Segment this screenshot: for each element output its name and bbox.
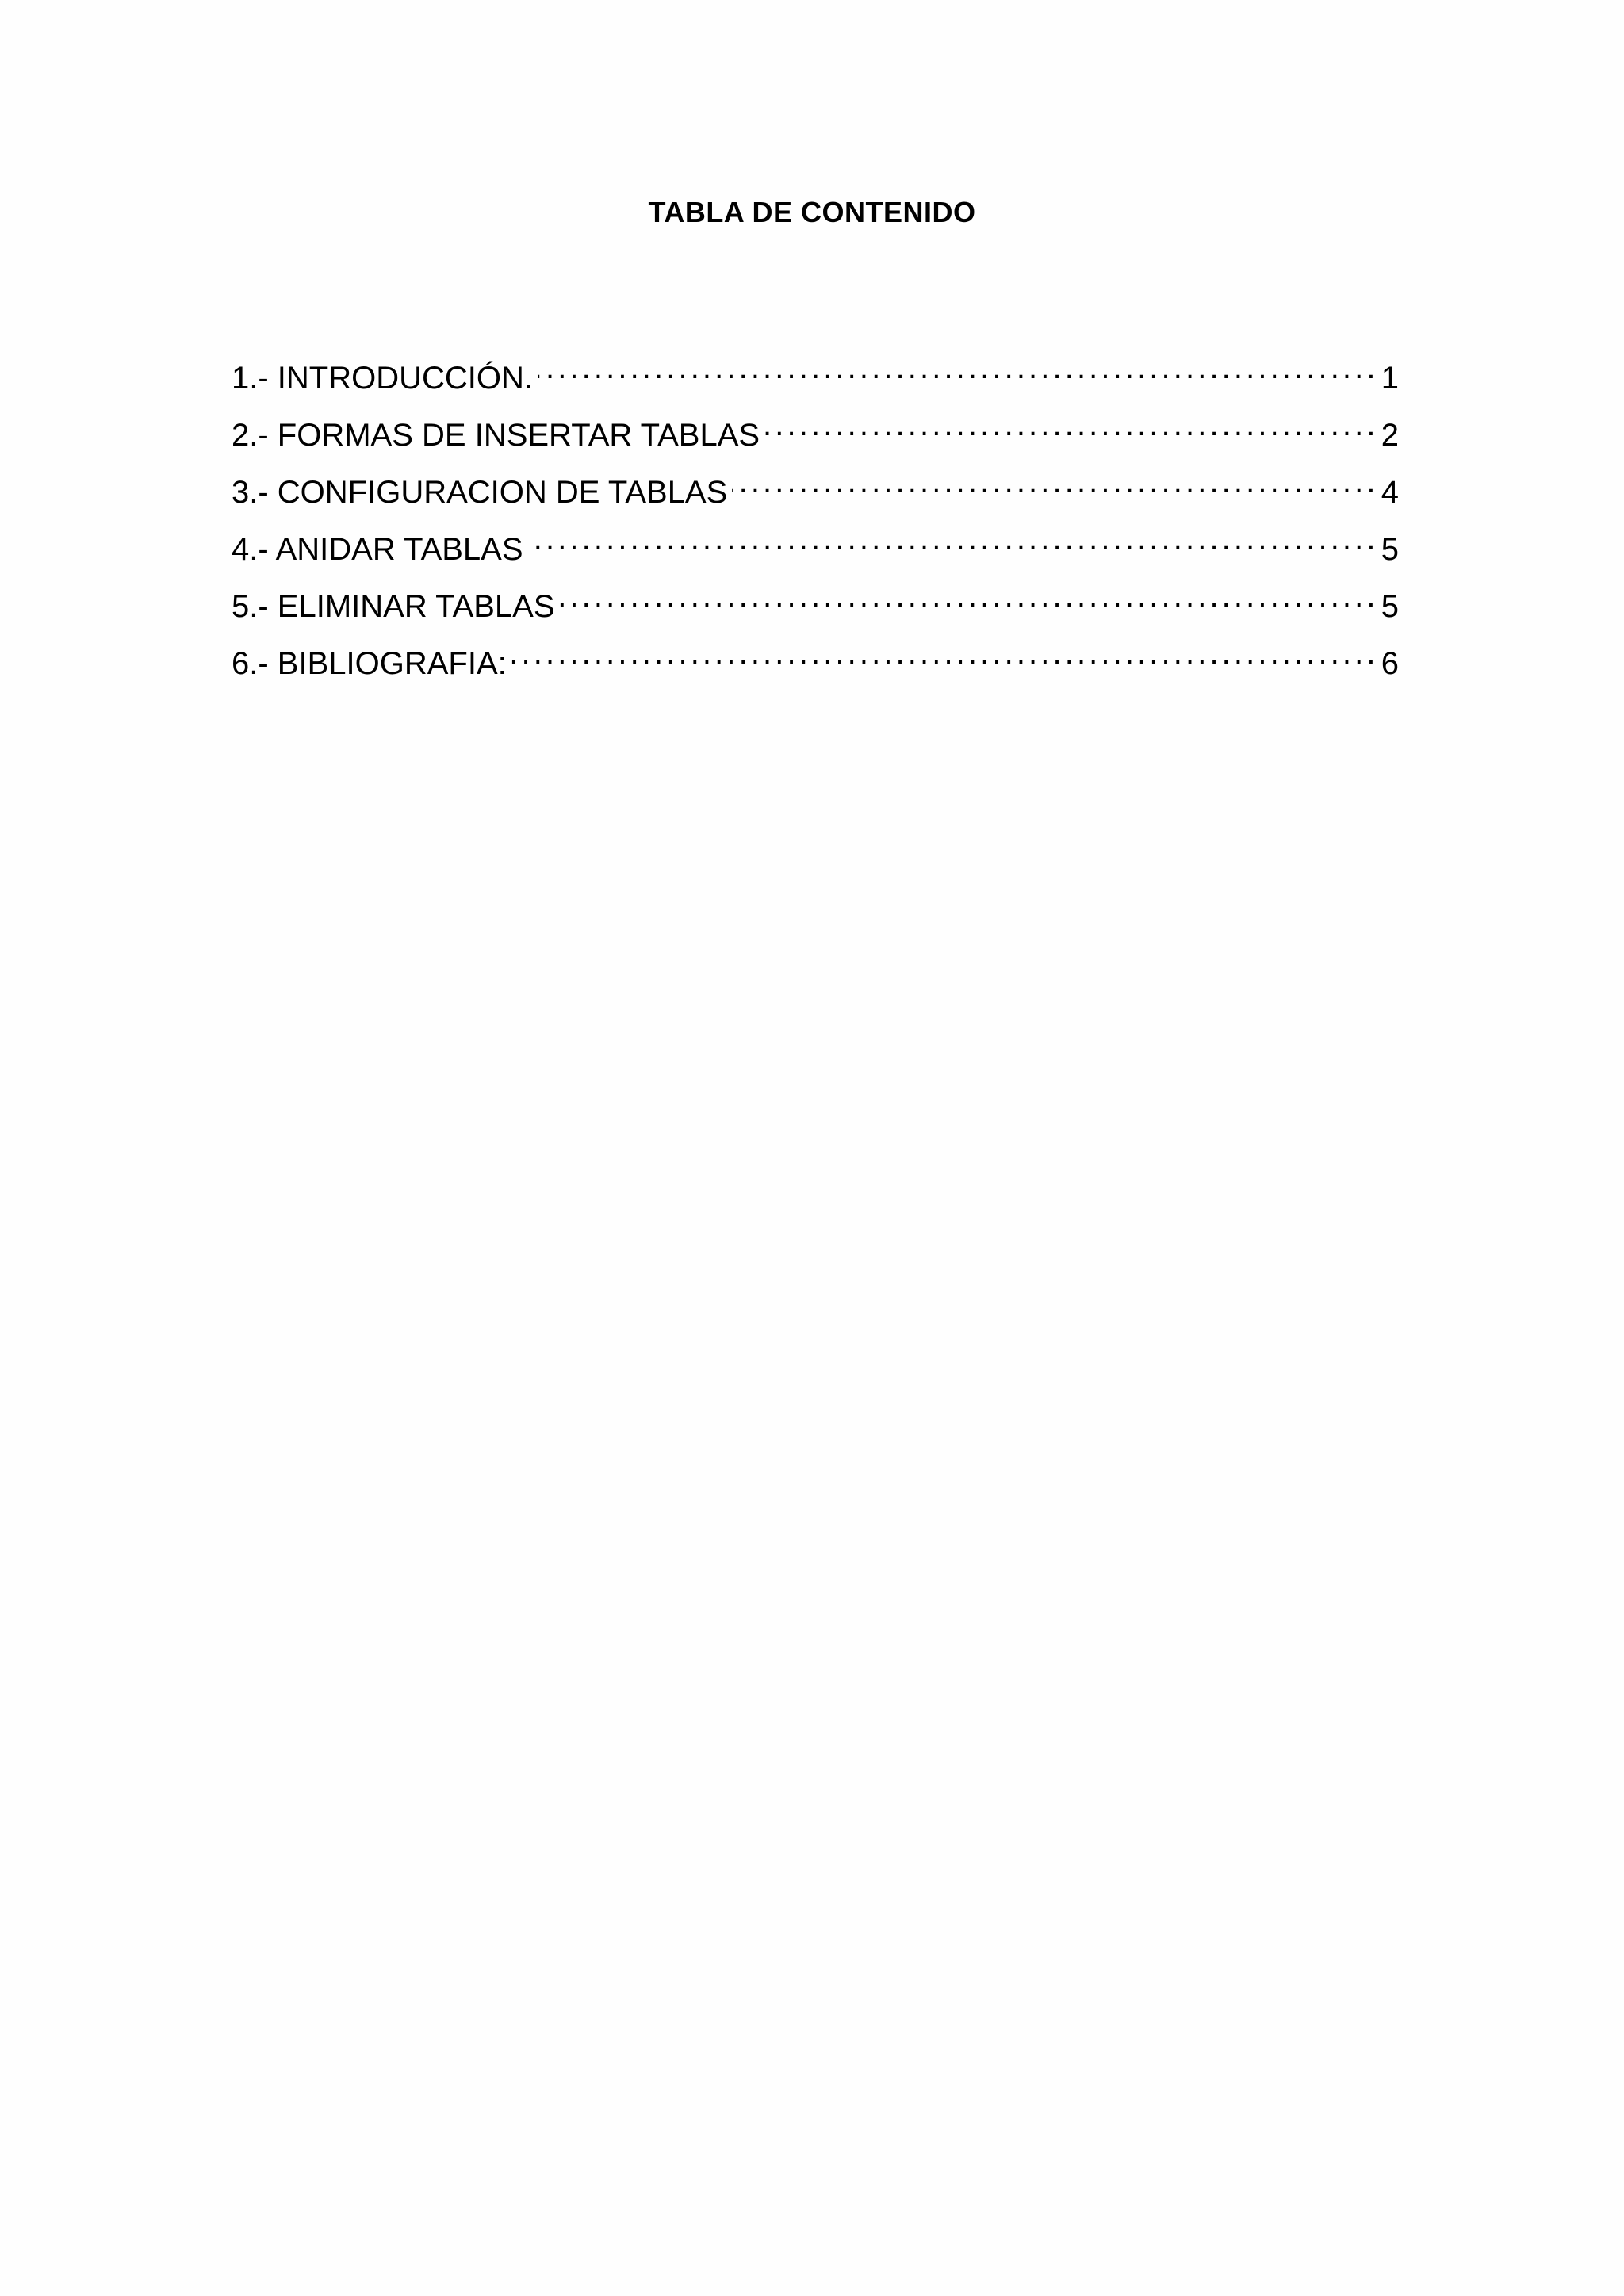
- toc-entry-label: 4.- ANIDAR TABLAS: [232, 532, 523, 567]
- page-title: TABLA DE CONTENIDO: [648, 196, 976, 228]
- toc-dot-leader: [511, 633, 1373, 674]
- toc-entry[interactable]: [232, 576, 1399, 633]
- toc-entry[interactable]: [232, 519, 1399, 576]
- toc-entry[interactable]: [232, 347, 1399, 404]
- toc-entry-page-number: 4: [1381, 475, 1399, 510]
- toc-entry[interactable]: [232, 461, 1399, 519]
- toc-entry-page-number: 5: [1381, 589, 1399, 624]
- toc-entry-page-number: 6: [1381, 646, 1399, 681]
- toc-entry[interactable]: [232, 633, 1399, 690]
- toc-entry-label: 3.- CONFIGURACION DE TABLAS: [232, 475, 728, 510]
- toc-dot-leader: [538, 347, 1373, 388]
- toc-entry-page-number: 2: [1381, 418, 1399, 453]
- toc-dot-leader: [764, 404, 1373, 446]
- toc-entry-label: 6.- BIBLIOGRAFIA:: [232, 646, 507, 681]
- toc-entry-page-number: 5: [1381, 532, 1399, 567]
- toc-entry-label: 2.- FORMAS DE INSERTAR TABLAS: [232, 418, 760, 453]
- toc-dot-leader: [528, 519, 1373, 560]
- toc-dot-leader: [560, 576, 1373, 617]
- toc-entry-label: 1.- INTRODUCCIÓN.: [232, 361, 533, 396]
- toc-entry-page-number: 1: [1381, 361, 1399, 396]
- toc-entry-label: 5.- ELIMINAR TABLAS: [232, 589, 555, 624]
- toc-dot-leader: [732, 461, 1373, 503]
- toc-entry[interactable]: [232, 404, 1399, 461]
- table-of-contents: [232, 347, 1399, 690]
